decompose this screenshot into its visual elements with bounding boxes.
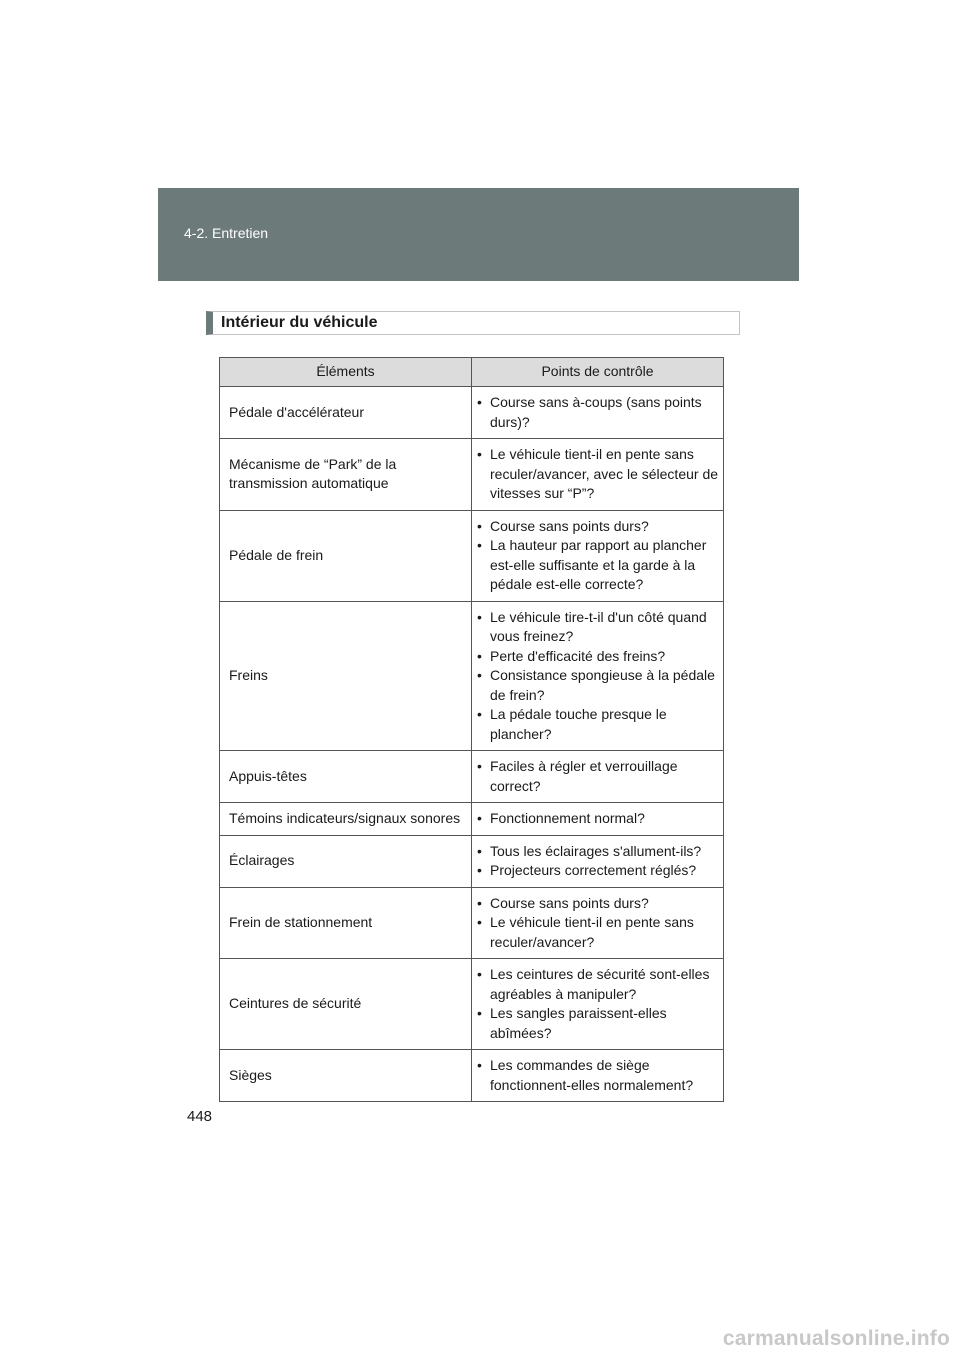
table-row	[220, 387, 724, 439]
checkpoint-list	[476, 842, 721, 881]
row-checkpoints	[472, 1050, 724, 1102]
row-item: Appuis-têtes	[220, 751, 472, 803]
checkpoint-item: • Le véhicule tire-t-il d'un côté quand vous freinez?	[476, 608, 721, 647]
row-checkpoints	[472, 803, 724, 836]
table-row	[220, 601, 724, 751]
page-number: 448	[187, 1108, 213, 1125]
checkpoint-item: • Perte d'efficacité des freins?	[476, 647, 721, 667]
section-title: Intérieur du véhicule	[221, 314, 378, 331]
checkpoint-item: • Fonctionnement normal?	[476, 809, 721, 829]
checkpoint-list	[476, 393, 721, 432]
section-label: 4-2. Entretien	[184, 225, 269, 241]
checkpoint-list	[476, 894, 721, 953]
checkpoint-item: • Les sangles paraissent-elles abîmées?	[476, 1004, 721, 1043]
checkpoint-list	[476, 445, 721, 504]
checkpoint-list	[476, 757, 721, 796]
checkpoint-item: • Course sans à-coups (sans points durs)?	[476, 393, 721, 432]
row-checkpoints	[472, 887, 724, 959]
table-header-row	[220, 358, 724, 387]
checkpoint-item: • Le véhicule tient-il en pente sans reculer/avancer?	[476, 913, 721, 952]
table-row	[220, 887, 724, 959]
checkpoint-item: • Course sans points durs?	[476, 894, 721, 914]
row-item: Témoins indicateurs/signaux sonores	[220, 803, 472, 836]
chapter-header-band	[158, 188, 799, 281]
row-item: Freins	[220, 601, 472, 751]
checkpoint-item: • La hauteur par rapport au plancher est-elle suffisante et la garde à la pédale est-elle correcte?	[476, 536, 721, 595]
checkpoint-item: • Course sans points durs?	[476, 517, 721, 537]
table-row	[220, 803, 724, 836]
section-heading	[206, 311, 740, 335]
row-checkpoints	[472, 387, 724, 439]
checkpoint-list	[476, 1056, 721, 1095]
row-checkpoints	[472, 439, 724, 511]
row-item: Pédale de frein	[220, 510, 472, 601]
checkpoint-item: • La pédale touche presque le plancher?	[476, 705, 721, 744]
checkpoint-item: • Les commandes de siège fonctionnent-elles normalement?	[476, 1056, 721, 1095]
row-item: Frein de stationnement	[220, 887, 472, 959]
watermark: carmanualsonline.info	[722, 1327, 950, 1350]
checkpoint-item: • Consistance spongieuse à la pédale de frein?	[476, 666, 721, 705]
row-checkpoints	[472, 601, 724, 751]
inspection-table	[219, 357, 724, 1102]
row-checkpoints	[472, 959, 724, 1050]
checkpoint-item: • Tous les éclairages s'allument-ils?	[476, 842, 721, 862]
column-header-elements: Éléments	[220, 358, 472, 387]
checkpoint-item: • Le véhicule tient-il en pente sans reculer/avancer, avec le sélecteur de vitesses sur “P”?	[476, 445, 721, 504]
checkpoint-list	[476, 809, 721, 829]
row-item: Mécanisme de “Park” de la transmission automatique	[220, 439, 472, 511]
row-checkpoints	[472, 751, 724, 803]
table-row	[220, 439, 724, 511]
column-header-checkpoints: Points de contrôle	[472, 358, 724, 387]
checkpoint-item: • Projecteurs correctement réglés?	[476, 861, 721, 881]
checkpoint-item: • Les ceintures de sécurité sont-elles agréables à manipuler?	[476, 965, 721, 1004]
checkpoint-list	[476, 608, 721, 745]
table-row	[220, 751, 724, 803]
row-checkpoints	[472, 510, 724, 601]
checkpoint-list	[476, 965, 721, 1043]
row-item: Pédale d'accélérateur	[220, 387, 472, 439]
checkpoint-item: • Faciles à régler et verrouillage correct?	[476, 757, 721, 796]
table-row	[220, 510, 724, 601]
row-item: Sièges	[220, 1050, 472, 1102]
row-checkpoints	[472, 835, 724, 887]
table-row	[220, 959, 724, 1050]
checkpoint-list	[476, 517, 721, 595]
table-row	[220, 1050, 724, 1102]
row-item: Éclairages	[220, 835, 472, 887]
table-body	[220, 387, 724, 1102]
row-item: Ceintures de sécurité	[220, 959, 472, 1050]
table-row	[220, 835, 724, 887]
